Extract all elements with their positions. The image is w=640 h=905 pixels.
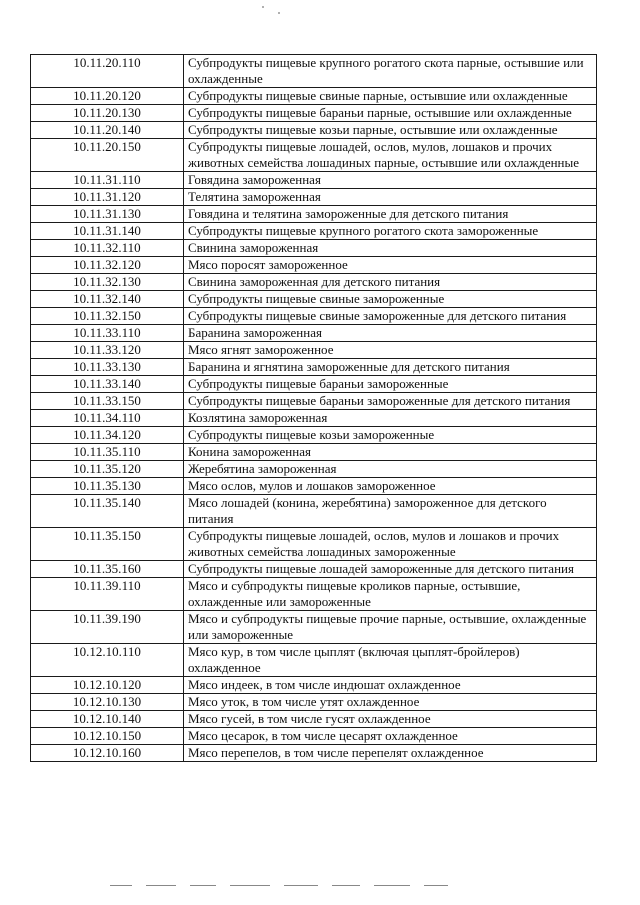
name-cell: Субпродукты пищевые козьи замороженные	[184, 427, 597, 444]
code-cell: 10.11.20.130	[31, 105, 184, 122]
code-cell: 10.11.32.110	[31, 240, 184, 257]
table-row	[31, 55, 597, 88]
table-row	[31, 561, 597, 578]
code-cell: 10.11.34.110	[31, 410, 184, 427]
table-row	[31, 291, 597, 308]
name-cell: Свинина замороженная	[184, 240, 597, 257]
code-cell: 10.11.20.150	[31, 139, 184, 172]
name-cell: Мясо перепелов, в том числе перепелят охлажденное	[184, 745, 597, 762]
table-row	[31, 528, 597, 561]
code-cell: 10.11.32.150	[31, 308, 184, 325]
name-cell: Мясо цесарок, в том числе цесарят охлажденное	[184, 728, 597, 745]
table-row	[31, 206, 597, 223]
table-row	[31, 461, 597, 478]
name-cell: Субпродукты пищевые лошадей, ослов, мулов и лошаков и прочих животных семейства лошадиных замороженные	[184, 528, 597, 561]
table-row	[31, 393, 597, 410]
name-cell: Мясо и субпродукты пищевые кроликов парные, остывшие, охлажденные или замороженные	[184, 578, 597, 611]
code-cell: 10.12.10.120	[31, 677, 184, 694]
table-row	[31, 478, 597, 495]
name-cell: Жеребятина замороженная	[184, 461, 597, 478]
code-cell: 10.11.35.110	[31, 444, 184, 461]
footer-dash	[110, 885, 132, 886]
code-cell: 10.12.10.110	[31, 644, 184, 677]
code-cell: 10.12.10.160	[31, 745, 184, 762]
code-cell: 10.11.33.120	[31, 342, 184, 359]
code-cell: 10.11.20.120	[31, 88, 184, 105]
code-cell: 10.11.35.130	[31, 478, 184, 495]
name-cell: Субпродукты пищевые козьи парные, остывшие или охлажденные	[184, 122, 597, 139]
name-cell: Мясо гусей, в том числе гусят охлажденное	[184, 711, 597, 728]
name-cell: Субпродукты пищевые бараньи парные, остывшие или охлажденные	[184, 105, 597, 122]
name-cell: Мясо индеек, в том числе индюшат охлажденное	[184, 677, 597, 694]
page-footer-scan-lines	[110, 876, 530, 882]
name-cell: Мясо ослов, мулов и лошаков замороженное	[184, 478, 597, 495]
name-cell: Свинина замороженная для детского питания	[184, 274, 597, 291]
footer-dash	[146, 885, 176, 886]
code-cell: 10.11.35.120	[31, 461, 184, 478]
table-row	[31, 376, 597, 393]
code-cell: 10.11.33.140	[31, 376, 184, 393]
table-row	[31, 644, 597, 677]
name-cell: Субпродукты пищевые лошадей, ослов, мулов, лошаков и прочих животных семейства лошадиных парные, остывшие или охлажденные	[184, 139, 597, 172]
table-row	[31, 410, 597, 427]
table-row	[31, 444, 597, 461]
name-cell: Субпродукты пищевые лошадей замороженные для детского питания	[184, 561, 597, 578]
name-cell: Телятина замороженная	[184, 189, 597, 206]
name-cell: Субпродукты пищевые свиные замороженные	[184, 291, 597, 308]
code-cell: 10.11.32.130	[31, 274, 184, 291]
code-cell: 10.11.31.120	[31, 189, 184, 206]
code-cell: 10.11.33.110	[31, 325, 184, 342]
name-cell: Мясо поросят замороженное	[184, 257, 597, 274]
name-cell: Субпродукты пищевые крупного рогатого скота парные, остывшие или охлажденные	[184, 55, 597, 88]
table-row	[31, 139, 597, 172]
name-cell: Субпродукты пищевые бараньи замороженные для детского питания	[184, 393, 597, 410]
table-row	[31, 745, 597, 762]
table-row	[31, 88, 597, 105]
scan-speck	[262, 6, 264, 8]
footer-dash	[284, 885, 318, 886]
footer-dash	[190, 885, 216, 886]
code-cell: 10.11.35.160	[31, 561, 184, 578]
code-cell: 10.11.35.140	[31, 495, 184, 528]
code-cell: 10.11.33.150	[31, 393, 184, 410]
code-cell: 10.11.39.190	[31, 611, 184, 644]
table-row	[31, 240, 597, 257]
table-row	[31, 223, 597, 240]
name-cell: Субпродукты пищевые бараньи замороженные	[184, 376, 597, 393]
table-row	[31, 677, 597, 694]
table-row	[31, 189, 597, 206]
name-cell: Баранина замороженная	[184, 325, 597, 342]
table-row	[31, 694, 597, 711]
name-cell: Мясо уток, в том числе утят охлажденное	[184, 694, 597, 711]
code-cell: 10.11.39.110	[31, 578, 184, 611]
table-row	[31, 257, 597, 274]
table-body	[31, 55, 597, 762]
footer-dash	[374, 885, 410, 886]
table-row	[31, 105, 597, 122]
name-cell: Баранина и ягнятина замороженные для детского питания	[184, 359, 597, 376]
name-cell: Мясо и субпродукты пищевые прочие парные, остывшие, охлажденные или замороженные	[184, 611, 597, 644]
table-row	[31, 427, 597, 444]
table-row	[31, 611, 597, 644]
table-row	[31, 342, 597, 359]
table-row	[31, 274, 597, 291]
table-row	[31, 728, 597, 745]
name-cell: Козлятина замороженная	[184, 410, 597, 427]
code-cell: 10.11.31.110	[31, 172, 184, 189]
name-cell: Говядина и телятина замороженные для детского питания	[184, 206, 597, 223]
name-cell: Мясо кур, в том числе цыплят (включая цыплят-бройлеров) охлажденное	[184, 644, 597, 677]
table-row	[31, 359, 597, 376]
code-cell: 10.12.10.140	[31, 711, 184, 728]
okpd2-code-table	[30, 54, 597, 762]
footer-dash	[424, 885, 448, 886]
name-cell: Мясо лошадей (конина, жеребятина) замороженное для детского питания	[184, 495, 597, 528]
code-cell: 10.11.20.140	[31, 122, 184, 139]
scan-speck	[278, 12, 280, 14]
table-row	[31, 325, 597, 342]
code-cell: 10.11.20.110	[31, 55, 184, 88]
code-cell: 10.12.10.130	[31, 694, 184, 711]
name-cell: Конина замороженная	[184, 444, 597, 461]
table-row	[31, 122, 597, 139]
footer-dash	[230, 885, 270, 886]
table-row	[31, 711, 597, 728]
table-row	[31, 578, 597, 611]
code-cell: 10.11.33.130	[31, 359, 184, 376]
code-cell: 10.11.34.120	[31, 427, 184, 444]
code-cell: 10.11.32.140	[31, 291, 184, 308]
name-cell: Мясо ягнят замороженное	[184, 342, 597, 359]
code-cell: 10.11.32.120	[31, 257, 184, 274]
code-cell: 10.11.35.150	[31, 528, 184, 561]
name-cell: Говядина замороженная	[184, 172, 597, 189]
table-row	[31, 172, 597, 189]
code-cell: 10.11.31.130	[31, 206, 184, 223]
code-cell: 10.11.31.140	[31, 223, 184, 240]
table-row	[31, 308, 597, 325]
table-row	[31, 495, 597, 528]
name-cell: Субпродукты пищевые крупного рогатого скота замороженные	[184, 223, 597, 240]
footer-dash	[332, 885, 360, 886]
code-cell: 10.12.10.150	[31, 728, 184, 745]
name-cell: Субпродукты пищевые свиные замороженные для детского питания	[184, 308, 597, 325]
name-cell: Субпродукты пищевые свиные парные, остывшие или охлажденные	[184, 88, 597, 105]
